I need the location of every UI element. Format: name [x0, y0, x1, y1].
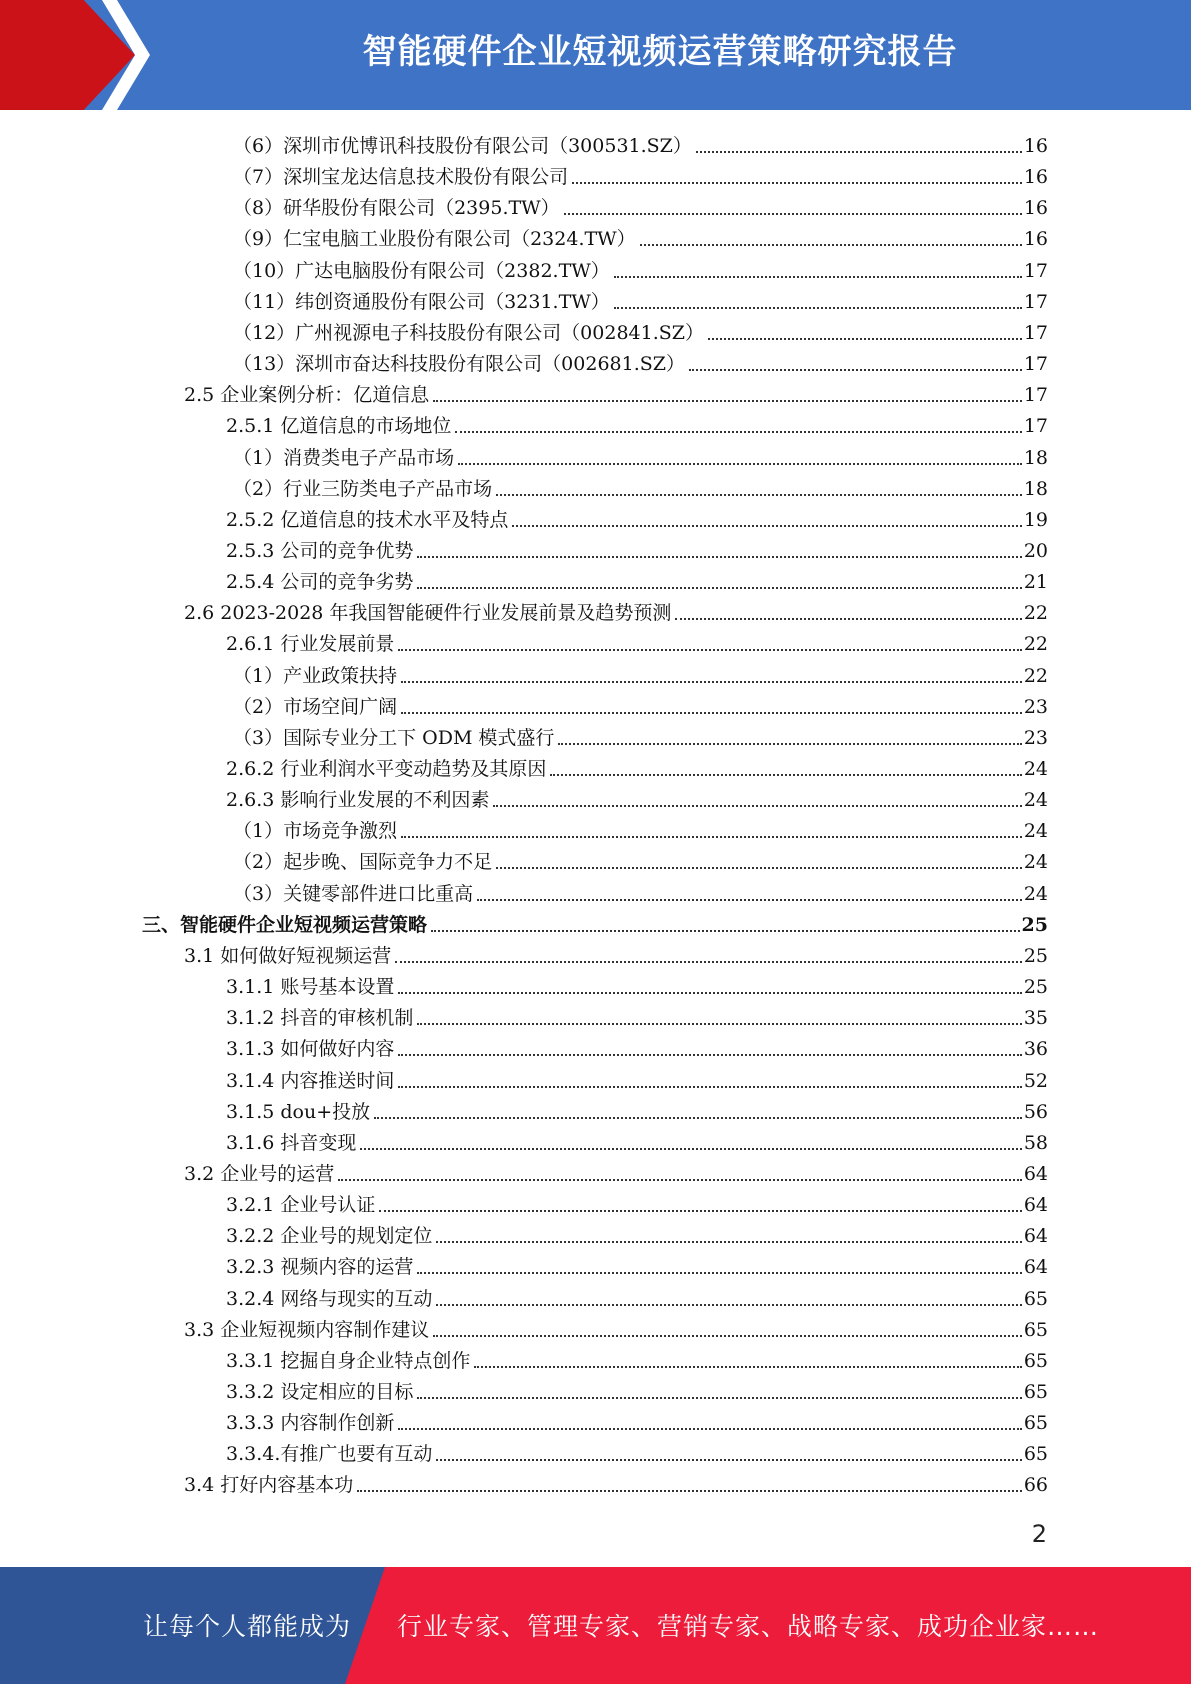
toc-entry-page: 65	[1023, 1287, 1048, 1310]
toc-entry-label: 3.1.2 抖音的审核机制	[226, 1007, 414, 1030]
toc-entry[interactable]	[226, 1405, 1048, 1435]
toc-leader-dots	[401, 681, 1022, 683]
toc-entry-label: 3.3.4.有推广也要有互动	[226, 1443, 433, 1466]
toc-entry-label: 3.3.1 挖掘自身企业特点创作	[226, 1349, 471, 1372]
toc-entry-label: （9）仁宝电脑工业股份有限公司（2324.TW）	[233, 228, 636, 251]
toc-entry-page: 36	[1023, 1038, 1048, 1061]
toc-leader-dots	[398, 1086, 1021, 1088]
toc-entry[interactable]	[226, 502, 1048, 532]
toc-entry[interactable]	[184, 1156, 1048, 1186]
toc-entry-label: （3）国际专业分工下 ODM 模式盛行	[233, 726, 555, 749]
toc-entry-page: 22	[1023, 633, 1048, 656]
toc-entry[interactable]	[233, 221, 1048, 251]
toc-leader-dots	[398, 1428, 1021, 1430]
toc-entry[interactable]	[233, 159, 1048, 189]
toc-entry[interactable]	[226, 1187, 1048, 1217]
toc-entry-page: 23	[1023, 695, 1048, 718]
toc-leader-dots	[675, 618, 1021, 620]
toc-entry-page: 17	[1023, 259, 1048, 282]
footer-slogan-left: 让每个人都能成为	[143, 1612, 352, 1641]
toc-leader-dots	[417, 1397, 1021, 1399]
toc-entry-page: 64	[1023, 1194, 1048, 1217]
toc-entry-page: 17	[1023, 415, 1048, 438]
toc-entry-label: 3.1 如何做好短视频运营	[184, 944, 392, 967]
toc-entry-label: （7）深圳宝龙达信息技术股份有限公司	[233, 166, 569, 189]
toc-entry[interactable]	[233, 315, 1048, 345]
toc-leader-dots	[338, 1179, 1022, 1181]
toc-entry-label: （3）关键零部件进口比重高	[233, 882, 474, 905]
toc-entry-label: 3.1.1 账号基本设置	[226, 976, 395, 999]
toc-entry[interactable]	[233, 440, 1048, 470]
toc-entry[interactable]	[226, 1063, 1048, 1093]
toc-leader-dots	[558, 743, 1021, 745]
toc-leader-dots	[398, 649, 1021, 651]
toc-leader-dots	[689, 369, 1022, 371]
toc-entry-page: 24	[1023, 882, 1048, 905]
toc-entry-label: 3.2.4 网络与现实的互动	[226, 1287, 433, 1310]
toc-entry-page: 22	[1023, 602, 1048, 625]
toc-entry-page: 17	[1023, 384, 1048, 407]
toc-entry-page: 65	[1023, 1381, 1048, 1403]
toc-leader-dots	[496, 867, 1022, 869]
toc-entry-label: 3.3.2 设定相应的目标	[226, 1381, 414, 1403]
toc-entry-label: 三、智能硬件企业短视频运营策略	[142, 913, 428, 936]
toc-entry-label: （6）深圳市优博讯科技股份有限公司（300531.SZ）	[233, 135, 692, 157]
page-footer	[0, 1567, 1191, 1684]
toc-entry-label: 2.5.2 亿道信息的技术水平及特点	[226, 508, 509, 531]
toc-leader-dots	[458, 463, 1022, 465]
toc-entry[interactable]	[226, 1031, 1048, 1061]
toc-entry[interactable]	[233, 720, 1048, 750]
toc-entry-page: 25	[1023, 944, 1048, 967]
toc-entry[interactable]	[184, 1467, 1048, 1497]
toc-entry-page: 18	[1023, 477, 1048, 500]
toc-leader-dots	[433, 1335, 1022, 1337]
toc-entry-page: 19	[1023, 508, 1048, 531]
toc-entry-page: 16	[1023, 228, 1048, 251]
toc-entry-page: 17	[1023, 290, 1048, 313]
toc-entry-label: 3.2 企业号的运营	[184, 1162, 335, 1185]
toc-entry[interactable]	[233, 844, 1048, 874]
toc-leader-dots	[477, 899, 1022, 901]
toc-entry-page: 24	[1023, 758, 1048, 780]
toc-entry-label: 2.5.3 公司的竞争优势	[226, 539, 414, 562]
toc-leader-dots	[417, 587, 1021, 589]
toc-entry-page: 64	[1023, 1256, 1048, 1279]
toc-leader-dots	[436, 1304, 1021, 1306]
toc-entry[interactable]	[226, 408, 1048, 438]
toc-entry[interactable]	[184, 377, 1048, 407]
toc-leader-dots	[431, 930, 1020, 932]
toc-entry-label: （1）消费类电子产品市场	[233, 446, 455, 469]
toc-entry-page: 25	[1023, 976, 1048, 999]
toc-entry[interactable]	[233, 253, 1048, 283]
toc-entry-page: 24	[1023, 820, 1048, 843]
toc-leader-dots	[398, 1054, 1021, 1056]
toc-entry-page: 23	[1023, 726, 1048, 749]
toc-entry-label: 2.5.4 公司的竞争劣势	[226, 571, 414, 594]
page-header	[0, 0, 1191, 110]
toc-leader-dots	[398, 992, 1021, 994]
toc-entry-label: 3.1.3 如何做好内容	[226, 1038, 395, 1061]
toc-entry[interactable]	[226, 564, 1048, 594]
toc-leader-dots	[640, 244, 1022, 246]
toc-entry[interactable]	[233, 813, 1048, 843]
toc-entry[interactable]	[226, 1249, 1048, 1279]
toc-entry[interactable]	[233, 876, 1048, 906]
toc-leader-dots	[496, 494, 1022, 496]
toc-entry-label: 3.3 企业短视频内容制作建议	[184, 1318, 430, 1341]
toc-entry[interactable]	[142, 907, 1048, 937]
toc-entry[interactable]	[226, 1436, 1048, 1466]
footer-slogan-right: 行业专家、管理专家、营销专家、战略专家、成功企业家……	[397, 1612, 1100, 1641]
toc-leader-dots	[455, 431, 1021, 433]
toc-leader-dots	[417, 1023, 1021, 1025]
toc-leader-dots	[572, 182, 1022, 184]
toc-entry-label: 2.6.1 行业发展前景	[226, 633, 395, 656]
toc-entry-label: （11）纬创资通股份有限公司（3231.TW）	[233, 290, 610, 313]
toc-leader-dots	[374, 1117, 1022, 1119]
toc-entry[interactable]	[233, 689, 1048, 719]
toc-leader-dots	[436, 1459, 1021, 1461]
toc-entry-label: 3.2.2 企业号的规划定位	[226, 1225, 433, 1248]
toc-entry-label: 2.5.1 亿道信息的市场地位	[226, 415, 452, 438]
toc-entry-page: 24	[1023, 851, 1048, 874]
toc-entry[interactable]	[184, 1312, 1048, 1342]
toc-leader-dots	[433, 400, 1022, 402]
toc-entry[interactable]	[233, 471, 1048, 501]
toc-entry[interactable]	[226, 969, 1048, 999]
toc-entry[interactable]	[226, 1125, 1048, 1155]
toc-entry[interactable]	[226, 626, 1048, 656]
toc-entry-page: 24	[1023, 789, 1048, 812]
toc-leader-dots	[512, 525, 1021, 527]
toc-entry-page: 20	[1023, 539, 1048, 562]
toc-entry-page: 22	[1023, 664, 1048, 687]
toc-entry-page: 16	[1023, 197, 1048, 220]
toc-entry-label: 3.4 打好内容基本功	[184, 1474, 354, 1497]
toc-leader-dots	[474, 1366, 1021, 1368]
toc-entry-label: （2）行业三防类电子产品市场	[233, 477, 493, 500]
toc-leader-dots	[395, 961, 1022, 963]
toc-leader-dots	[550, 774, 1021, 776]
toc-entry-label: 3.1.5 dou+投放	[226, 1100, 371, 1123]
toc-entry-label: （13）深圳市奋达科技股份有限公司（002681.SZ）	[233, 353, 685, 376]
toc-entry[interactable]	[226, 1000, 1048, 1030]
toc-leader-dots	[614, 276, 1022, 278]
toc-leader-dots	[493, 805, 1021, 807]
toc-leader-dots	[401, 836, 1022, 838]
toc-leader-dots	[708, 338, 1022, 340]
toc-entry-label: 3.2.3 视频内容的运营	[226, 1256, 414, 1279]
toc-entry-page: 21	[1023, 571, 1048, 594]
toc-entry-page: 64	[1023, 1225, 1048, 1248]
toc-entry-page: 35	[1023, 1007, 1048, 1030]
toc-entry-label: 3.3.3 内容制作创新	[226, 1412, 395, 1435]
toc-entry-page: 65	[1023, 1318, 1048, 1341]
toc-entry-page: 65	[1023, 1443, 1048, 1466]
toc-entry-label: （10）广达电脑股份有限公司（2382.TW）	[233, 259, 610, 282]
toc-leader-dots	[379, 1210, 1021, 1212]
toc-entry-page: 16	[1023, 166, 1048, 189]
toc-entry-label: （1）产业政策扶持	[233, 664, 398, 687]
toc-entry[interactable]	[226, 1281, 1048, 1311]
toc-leader-dots	[360, 1148, 1021, 1150]
toc-entry-page: 58	[1023, 1131, 1048, 1154]
toc-entry[interactable]	[233, 346, 1048, 376]
toc-entry-page: 16	[1023, 135, 1048, 157]
toc-leader-dots	[614, 307, 1022, 309]
toc-entry[interactable]	[226, 533, 1048, 563]
toc-entry-label: （2）市场空间广阔	[233, 695, 398, 718]
toc-entry-label: （2）起步晚、国际竞争力不足	[233, 851, 493, 874]
toc-entry[interactable]	[233, 658, 1048, 688]
toc-entry-label: 2.6.2 行业利润水平变动趋势及其原因	[226, 758, 547, 780]
toc-entry-label: 3.1.6 抖音变现	[226, 1131, 357, 1154]
toc-entry[interactable]	[184, 938, 1048, 968]
toc-leader-dots	[564, 213, 1022, 215]
toc-entry[interactable]	[226, 782, 1048, 812]
page-number: 2	[1031, 1520, 1047, 1548]
toc-entry-label: 3.1.4 内容推送时间	[226, 1069, 395, 1092]
toc-entry-label: 2.6.3 影响行业发展的不利因素	[226, 789, 490, 812]
toc-entry[interactable]	[226, 1343, 1048, 1373]
toc-leader-dots	[696, 151, 1022, 153]
toc-leader-dots	[417, 1272, 1021, 1274]
toc-entry-page: 18	[1023, 446, 1048, 469]
toc-entry-label: 2.5 企业案例分析：亿道信息	[184, 384, 430, 407]
toc-entry-page: 65	[1023, 1349, 1048, 1372]
toc-entry-page: 65	[1023, 1412, 1048, 1435]
toc-leader-dots	[401, 712, 1022, 714]
toc-entry-label: 3.2.1 企业号认证	[226, 1194, 376, 1217]
toc-entry-page: 56	[1023, 1100, 1048, 1123]
toc-entry[interactable]	[233, 284, 1048, 314]
toc-entry-page: 25	[1021, 913, 1048, 936]
toc-entry-page: 66	[1023, 1474, 1048, 1497]
toc-leader-dots	[436, 1241, 1021, 1243]
toc-entry-page: 17	[1023, 321, 1048, 344]
toc-entry[interactable]	[233, 190, 1048, 220]
toc-entry[interactable]	[226, 751, 1048, 781]
toc-leader-dots	[417, 556, 1021, 558]
toc-entry-label: （12）广州视源电子科技股份有限公司（002841.SZ）	[233, 321, 704, 344]
toc-entry[interactable]	[184, 595, 1048, 625]
toc-entry-page: 64	[1023, 1162, 1048, 1185]
report-title: 智能硬件企业短视频运营策略研究报告	[362, 32, 958, 72]
toc-entry-label: （8）研华股份有限公司（2395.TW）	[233, 197, 560, 220]
toc-entry-label: （1）市场竞争激烈	[233, 820, 398, 843]
toc-entry[interactable]	[226, 1094, 1048, 1124]
toc-entry[interactable]	[226, 1218, 1048, 1248]
toc-entry-page: 17	[1023, 353, 1048, 376]
toc-leader-dots	[357, 1490, 1022, 1492]
toc-entry-page: 52	[1023, 1069, 1048, 1092]
toc-entry[interactable]	[233, 128, 1048, 158]
toc-entry-label: 2.6 2023-2028 年我国智能硬件行业发展前景及趋势预测	[184, 602, 672, 625]
toc-entry[interactable]	[226, 1374, 1048, 1404]
